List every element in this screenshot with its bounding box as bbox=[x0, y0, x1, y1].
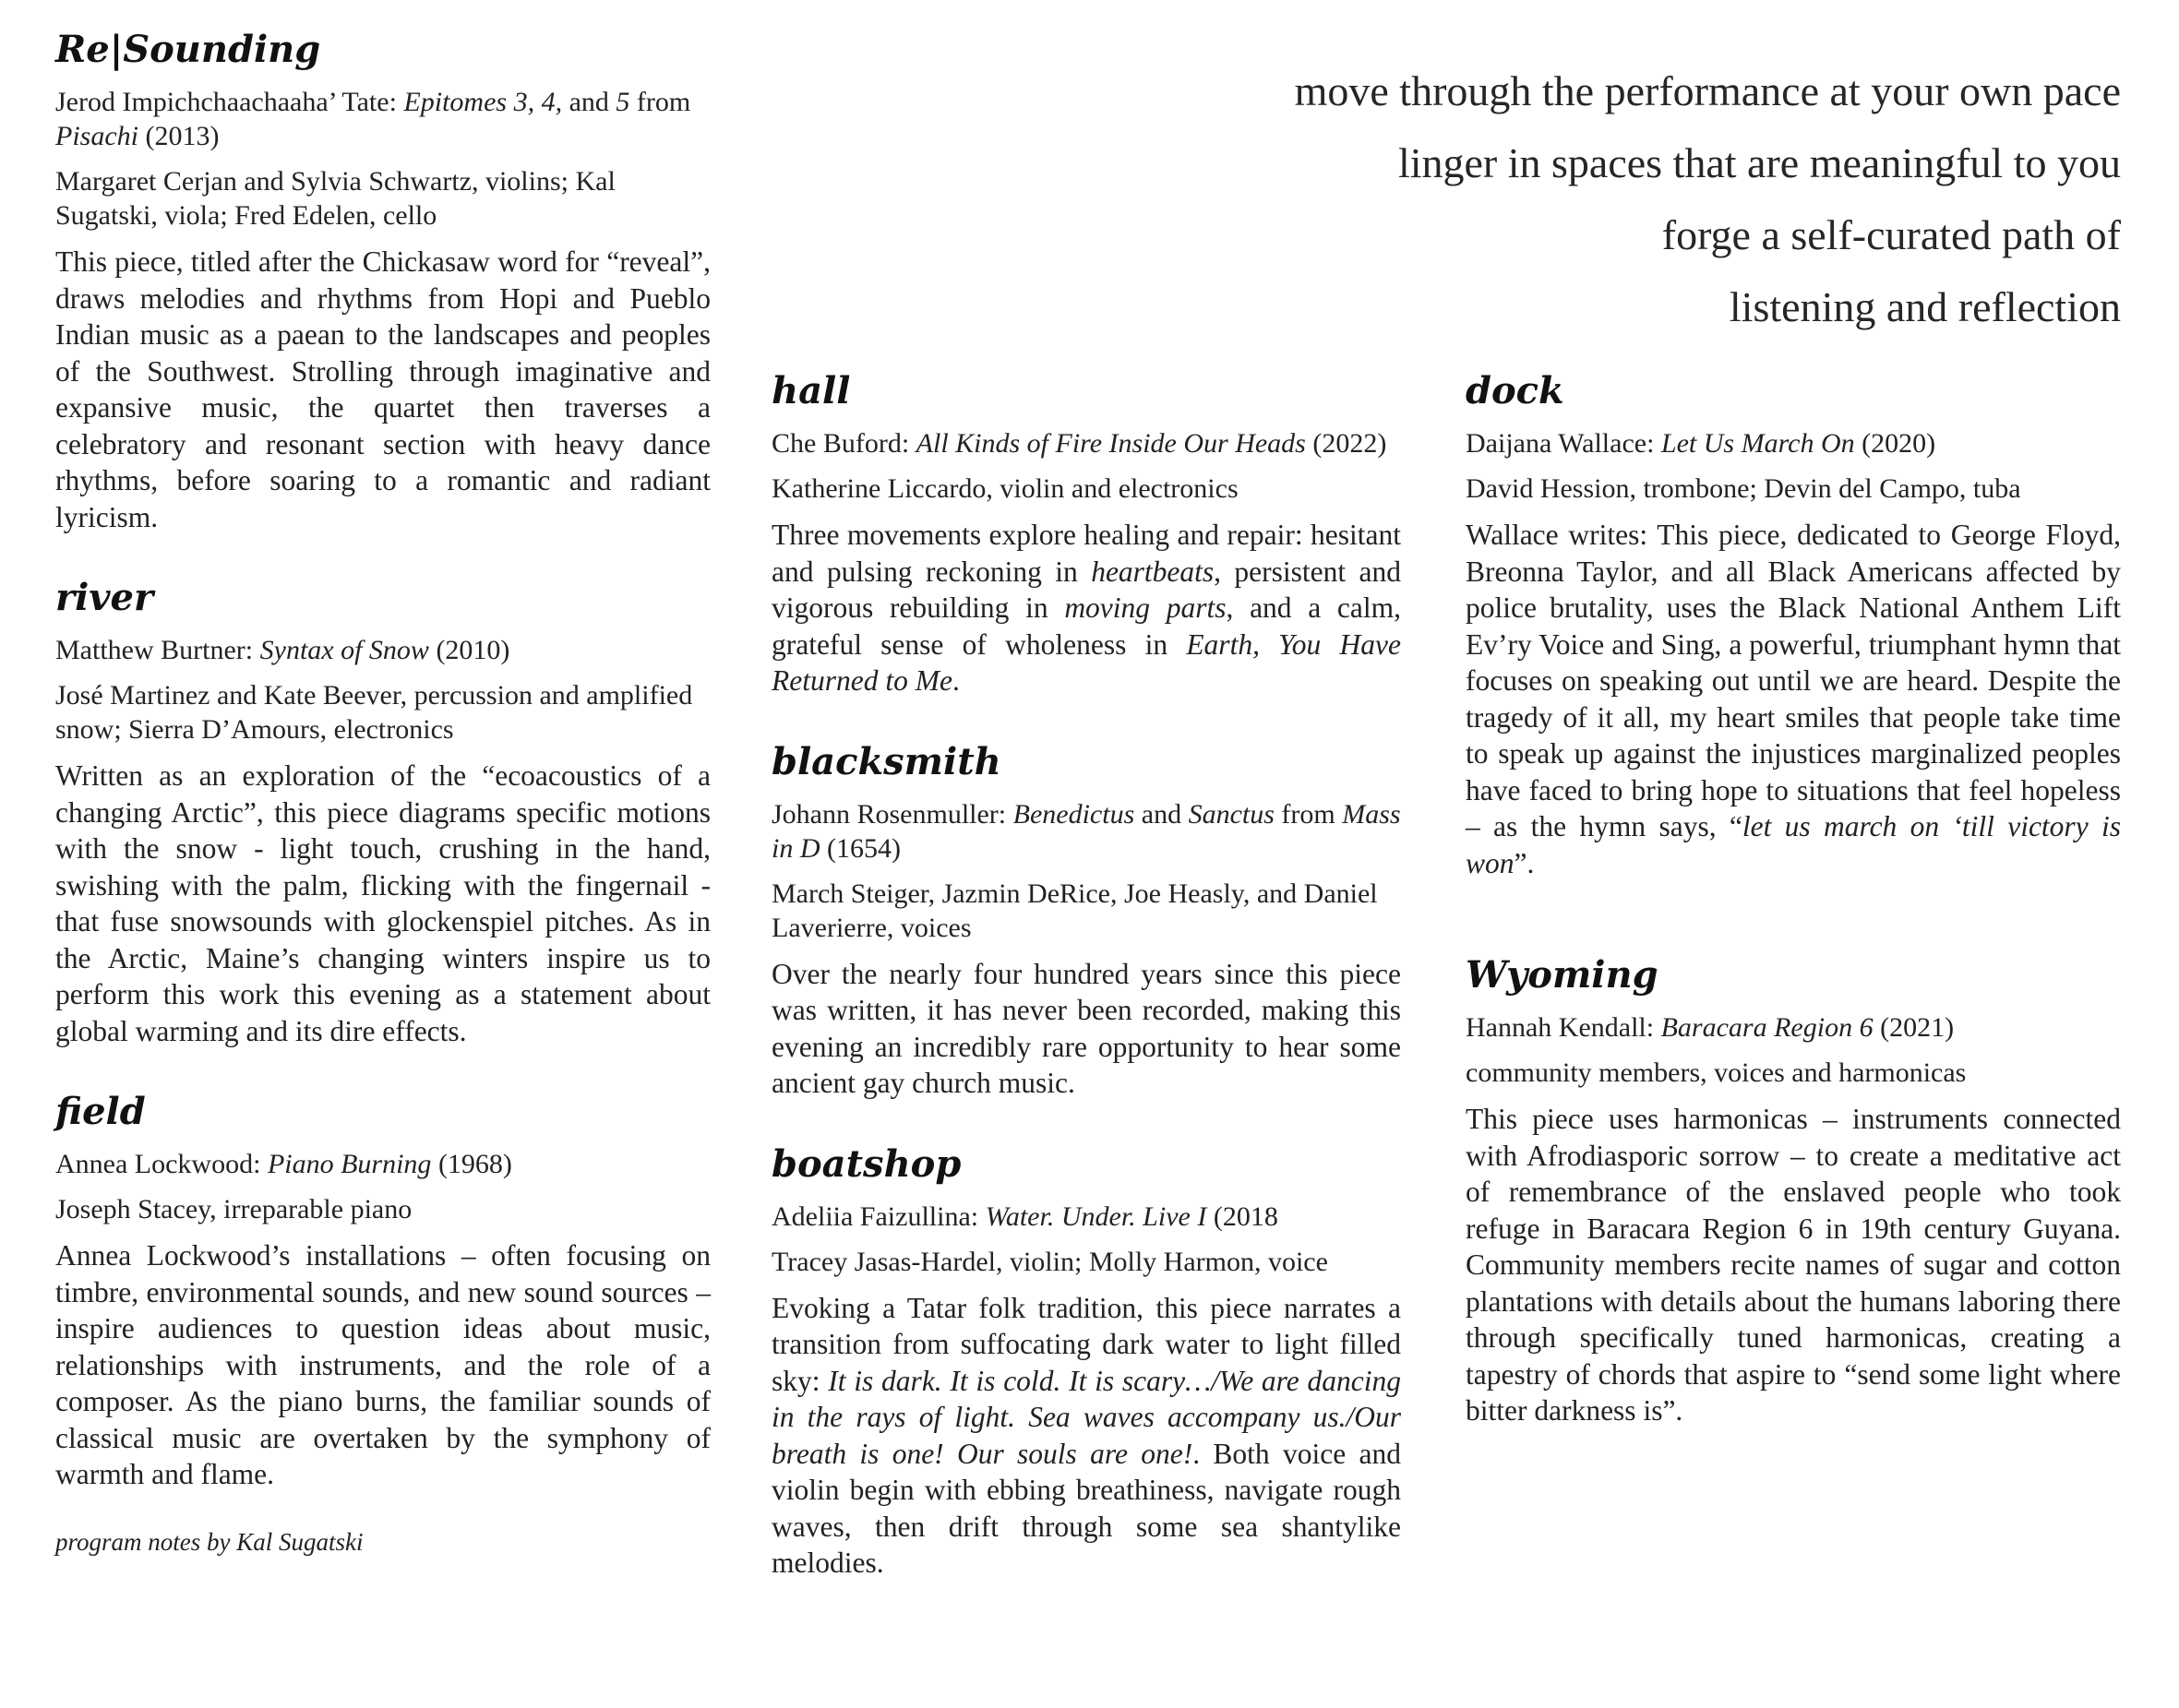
work-credit: Jerod Impichchaachaaha’ Tate: Epitomes 3, 4, and 5 from Pisachi (2013) bbox=[55, 87, 691, 151]
section-title: Wyoming bbox=[1466, 953, 1658, 997]
performers: Katherine Liccardo, violin and electronics bbox=[772, 473, 1239, 504]
program-note: Annea Lockwood’s installations – often focusing on timbre, environmental sounds, and new sound sources – inspire audiences to question ideas about music, relationships with instruments, and the role of a composer. As the piano burns, the familiar sounds of classical music are overtaken by the symphony of warmth and flame. bbox=[55, 1239, 711, 1490]
section-title: river bbox=[55, 576, 154, 619]
column-right bbox=[1466, 367, 2121, 1468]
program-note: Wallace writes: This piece, dedicated to George Floyd, Breonna Taylor, and all Black Americans affected by police brutality, uses the Black National Anthem Lift Ev’ry Voice and Sing, a powerful, triumphant hymn that focuses on speaking out until we are heard. Despite the tragedy of it all, my heart smiles that people take time to speak up against the injustices marginalized peoples have faced to bring hope to situations that feel hopeless – as the hymn says, “let us march on ‘till victory is won”. bbox=[1466, 519, 2121, 879]
performers: Margaret Cerjan and Sylvia Schwartz, violins; Kal Sugatski, viola; Fred Edelen, cello bbox=[55, 166, 616, 231]
tagline-line: linger in spaces that are meaningful to you bbox=[1397, 139, 2121, 186]
section-field bbox=[55, 1088, 711, 1493]
section-title: hall bbox=[772, 369, 851, 412]
performers: David Hession, trombone; Devin del Campo, tuba bbox=[1466, 473, 2021, 504]
work-credit: Daijana Wallace: Let Us March On (2020) bbox=[1466, 428, 1936, 459]
performers: Tracey Jasas-Hardel, violin; Molly Harmon, voice bbox=[772, 1246, 1328, 1277]
program-note: Over the nearly four hundred years since this piece was written, it has never been recorded, making this evening an incredibly rare opportunity to hear some ancient gay church music. bbox=[772, 957, 1401, 1099]
section-title: field bbox=[55, 1090, 146, 1133]
section-title: Re|Sounding bbox=[55, 28, 321, 71]
section-resounding bbox=[55, 26, 711, 535]
performers: March Steiger, Jazmin DeRice, Joe Heasly, and Daniel Laverierre, voices bbox=[772, 878, 1378, 943]
work-credit: Hannah Kendall: Baracara Region 6 (2021) bbox=[1466, 1012, 1955, 1043]
work-credit: Matthew Burtner: Syntax of Snow (2010) bbox=[55, 635, 510, 665]
tagline-line: listening and reflection bbox=[1729, 283, 2121, 330]
section-hall bbox=[772, 367, 1401, 699]
program-notes-credit: program notes by Kal Sugatski bbox=[55, 1527, 364, 1556]
performers: Joseph Stacey, irreparable piano bbox=[55, 1194, 413, 1224]
program-note: This piece, titled after the Chickasaw word for “reveal”, draws melodies and rhythms from Hopi and Pueblo Indian music as a paean to the landscapes and peoples of the Southwest. Strolling through imaginative and expansive music, the quartet then traverses a celebratory and resonant section with heavy dance rhythms, before soaring to a romantic and radiant lyricism. bbox=[55, 245, 711, 533]
program-note: Three movements explore healing and repair: hesitant and pulsing reckoning in heartbeats, persistent and vigorous rebuilding in moving parts, and a calm, grateful sense of wholeness in Earth, You Have Returned to Me. bbox=[772, 519, 1402, 697]
work-credit: Che Buford: All Kinds of Fire Inside Our Heads (2022) bbox=[772, 428, 1387, 459]
tagline bbox=[1295, 55, 2121, 343]
tagline-line: forge a self-curated path of bbox=[1661, 211, 2121, 258]
program-note: Written as an exploration of the “ecoacoustics of a changing Arctic”, this piece diagrams specific motions with the snow - light touch, crushing in the hand, swishing with the palm, flicking with the fingernail - that fuse snowsounds with glockenspiel pitches. As in the Arctic, Maine’s changing winters inspire us to perform this work this evening as a statement about global warming and its dire effects. bbox=[55, 759, 711, 1047]
performers: community members, voices and harmonicas bbox=[1466, 1057, 1967, 1088]
section-dock bbox=[1466, 367, 2121, 881]
column-middle bbox=[772, 367, 1401, 1620]
program-note: Evoking a Tatar folk tradition, this piece narrates a transition from suffocating dark water to light filled sky: It is dark. It is cold. It is scary…/We are dancing in the rays of light. Sea waves accompany us./Our breath is one! Our souls are one!. Both voice and violin begin with ebbing breathiness, navigate rough waves, then drift through some sea shantylike melodies. bbox=[772, 1291, 1401, 1579]
tagline-line: move through the performance at your own pace bbox=[1294, 67, 2121, 114]
program-note: This piece uses harmonicas – instruments connected with Afrodiasporic sorrow – to create a meditative act of remembrance of the enslaved people who took refuge in Baracara Region 6 in 19th century Guyana. Community members recite names of sugar and cotton plantations with details about the humans laboring there through specifically tuned harmonicas, creating a tapestry of chords that aspire to “send some light where bitter darkness is”. bbox=[1466, 1103, 2121, 1427]
section-river bbox=[55, 574, 711, 1049]
performers: José Martinez and Kate Beever, percussion and amplified snow; Sierra D’Amours, electronics bbox=[55, 680, 693, 745]
work-credit: Adeliia Faizullina: Water. Under. Live I (2018 bbox=[772, 1200, 1278, 1232]
section-blacksmith bbox=[772, 738, 1401, 1102]
section-title: blacksmith bbox=[772, 739, 1001, 783]
work-credit: Johann Rosenmuller: Benedictus and Sanctus from Mass in D (1654) bbox=[772, 798, 1401, 864]
section-title: dock bbox=[1466, 369, 1564, 412]
section-wyoming bbox=[1466, 951, 2121, 1429]
section-boatshop bbox=[772, 1141, 1401, 1582]
column-left bbox=[55, 26, 711, 1558]
work-credit: Annea Lockwood: Piano Burning (1968) bbox=[55, 1149, 512, 1179]
section-title: boatshop bbox=[772, 1141, 962, 1186]
